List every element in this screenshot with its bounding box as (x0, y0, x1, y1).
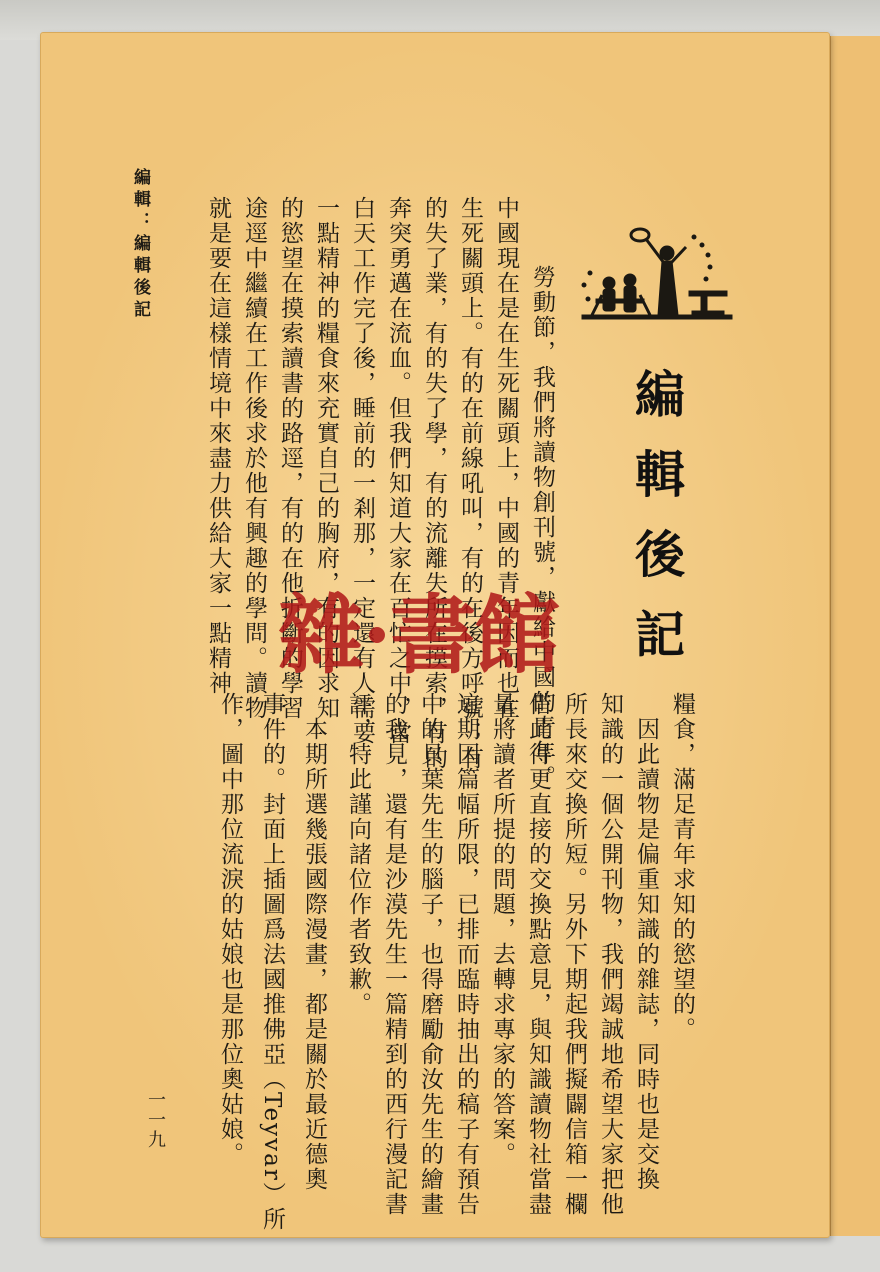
text-column: 糧食，滿足青年求知的慾望的。 (669, 692, 695, 1042)
text-column: 白天工作完了後，睡前的一剎那，一定還有人需要 (349, 196, 375, 746)
text-column: 的慾望在摸索讀書的路逕，有的在他折斷的學習 (277, 196, 303, 721)
text-column: 這期因篇幅所限，已排而臨時抽出的稿子有預告 (453, 692, 479, 1217)
text-column: 的失了業，有的失了學，有的流離失所在摸索，有的 (421, 196, 447, 771)
page-number: 一一九 (145, 1090, 166, 1150)
text-column: 評，特此謹向諸位作者致歉。 (345, 692, 371, 1017)
running-header: 編輯：編輯後記 (130, 168, 150, 322)
text-column: 的我見，還有是沙漠先生一篇精到的西行漫記書 (381, 692, 407, 1217)
text-column: 勞動節，我們將讀物創刊號，獻給中國的青年。 (529, 240, 555, 790)
text-column: 中國現在是在生死關頭上，中國的青年因而也在 (493, 196, 519, 721)
text-column: 奔突勇邁在流血。但我們知道大家在百忙之中，當 (385, 196, 411, 746)
text-column: 就是要在這樣情境中來盡力供給大家一點精神 (205, 196, 231, 696)
text-column: 借此得更直接的交換點意見，與知識讀物社當盡 (525, 692, 551, 1217)
text-column: 途逕中繼續在工作後求於他有興趣的學問。讀物 (241, 196, 267, 721)
next-page-edge (830, 36, 880, 1236)
text-column: 知識的一個公開刊物，我們竭誠地希望大家把他 (597, 692, 623, 1217)
text-column: 一點精神的糧食來充實自己的胸府，有的因求知 (313, 196, 339, 721)
text-column: 因此讀物是偏重知識的雜誌，同時也是交換 (633, 692, 659, 1192)
library-stamp: 雜·書館 (278, 585, 558, 686)
text-column: 所長來交換所短。另外下期起我們擬闢信箱一欄 (561, 692, 587, 1217)
text-column: 量將讀者所提的問題，去轉求專家的答案。 (489, 692, 515, 1167)
text-column: 事件的。封面上插圖爲法國推佛亞（Teyvar）所 (259, 692, 285, 1232)
text-column: 本期所選幾張國際漫畫，都是關於最近德奧 (301, 692, 327, 1192)
text-column: 生死關頭上。有的在前線吼叫，有的在後方呼號；有 (457, 196, 483, 771)
cafe-illustration (574, 225, 734, 330)
article-title: 編輯後記 (627, 368, 686, 688)
text-column: 作，圖中那位流淚的姑娘也是那位奧姑娘。 (217, 692, 243, 1167)
text-column: 中的貝葉先生的腦子，也得磨勵俞汝先生的繪畫 (417, 692, 443, 1217)
